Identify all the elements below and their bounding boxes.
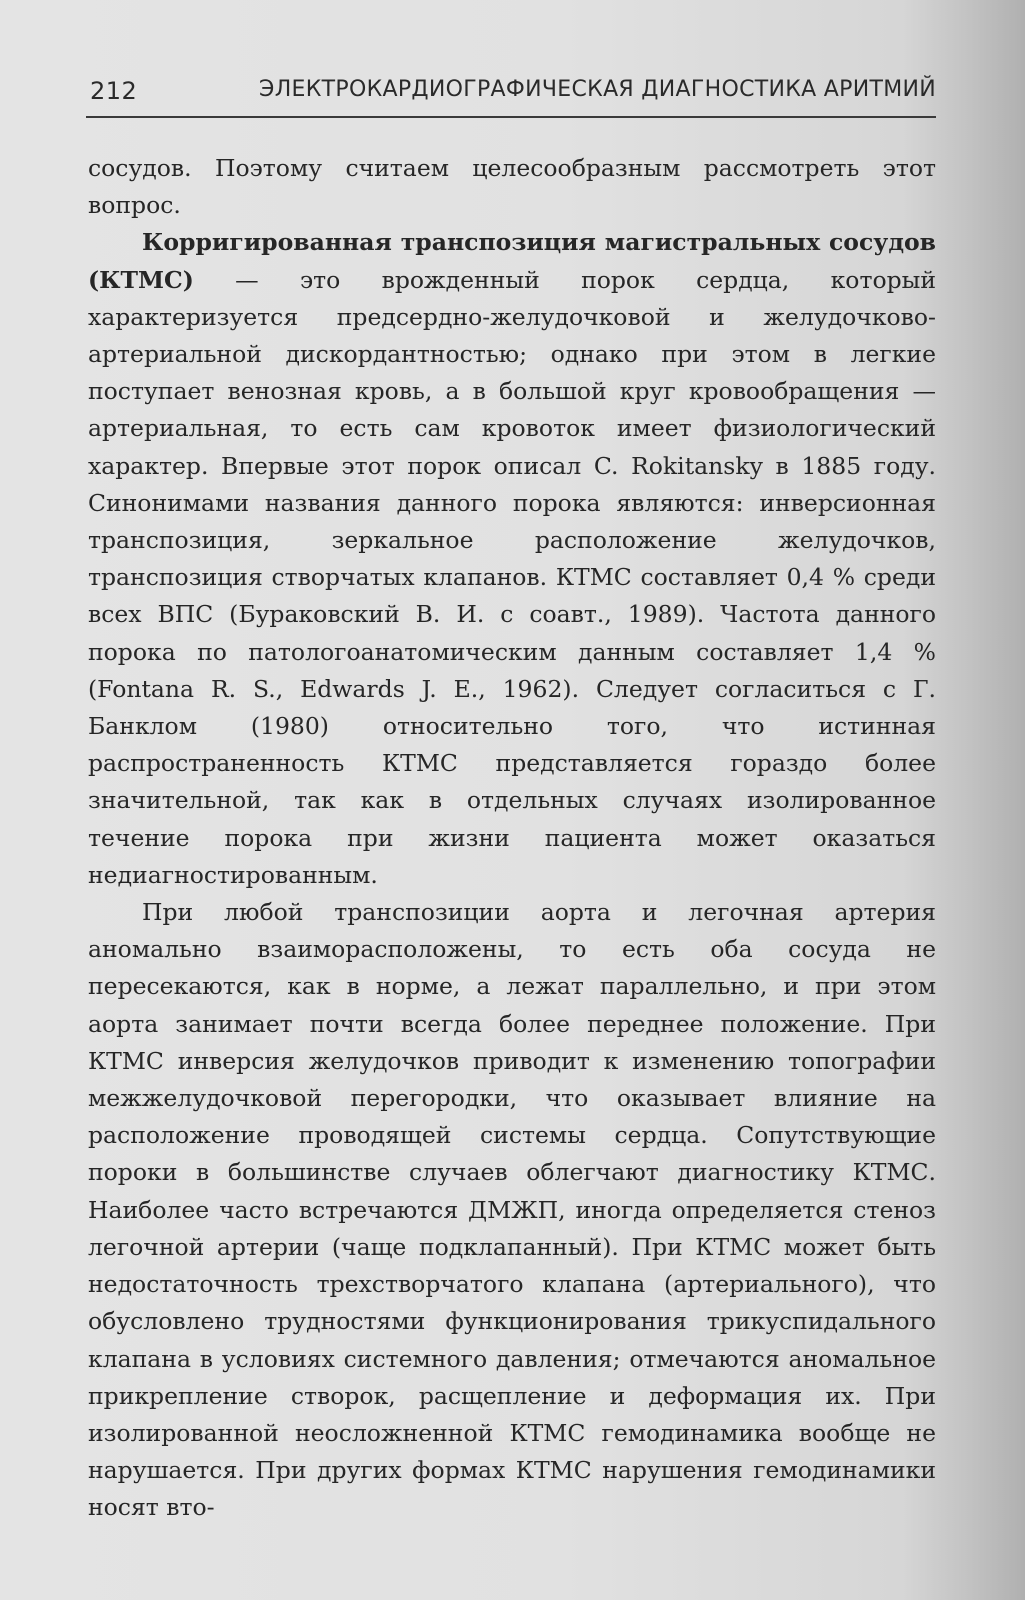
paragraph-transposition (88, 894, 936, 1526)
paragraph-ktms-definition (88, 224, 936, 894)
page-number: 212 (90, 77, 138, 105)
paragraph-text: При любой транспозиции аорта и легочная артерия аномально взаиморасположены, то есть оба сосуда не пересекаются, как в норме, а лежат параллельно, и при этом аорта занимает почти всегда более переднее положение. При КТМС инверсия желудочков приводит к изменению топографии межжелудочковой перегородки, что оказывает влияние на расположение проводящей системы сердца. Сопутствующие пороки в большинстве случаев облегчают диагностику КТМС. Наиболее часто встречаются ДМЖП, иногда определяется стеноз легочной артерии (чаще подклапанный). При КТМС может быть недостаточность трехстворчатого клапана (артериального), что обусловлено трудностями функционирования трикуспидального клапана в условиях системного давления; отмечаются аномальное прикрепление створок, расщепление и деформация их. При изолированной неосложненной КТМС гемодинамика вообще не нарушается. При других формах КТМС нарушения гемодинамики носят вто- (88, 898, 936, 1522)
running-title: ЭЛЕКТРОКАРДИОГРАФИЧЕСКАЯ ДИАГНОСТИКА АРИТМИЙ (259, 77, 936, 102)
header-rule (86, 116, 936, 118)
page-header (86, 74, 936, 110)
paragraph-continuation (88, 150, 936, 224)
paragraph-text: сосудов. Поэтому считаем целесообразным рассмотреть этот вопрос. (88, 154, 936, 220)
term-heading: Корригированная транспозиция магистральных сосудов (КТМС) (88, 228, 936, 294)
body-text (88, 150, 936, 1527)
paragraph-text: — это врожденный порок сердца, который характеризуется предсердно-желудочковой и желудочково-артериальной дискордантностью; однако при этом в легкие поступает венозная кровь, а в большой круг кровообращения — артериальная, то есть сам кровоток имеет физиологический характер. Впервые этот порок описал C. Rokitansky в 1885 году. Синонимами названия данного порока являются: инверсионная транспозиция, зеркальное расположение желудочков, транспозиция створчатых клапанов. КТМС составляет 0,4 % среди всех ВПС (Бураковский В. И. с соавт., 1989). Частота данного порока по патологоанатомическим данным составляет 1,4 % (Fontana R. S., Edwards J. E., 1962). Следует согласиться с Г. Банклом (1980) относительно того, что истинная распространенность КТМС представляется гораздо более значительной, так как в отдельных случаях изолированное течение порока при жизни пациента может оказаться недиагностированным. (88, 265, 936, 889)
